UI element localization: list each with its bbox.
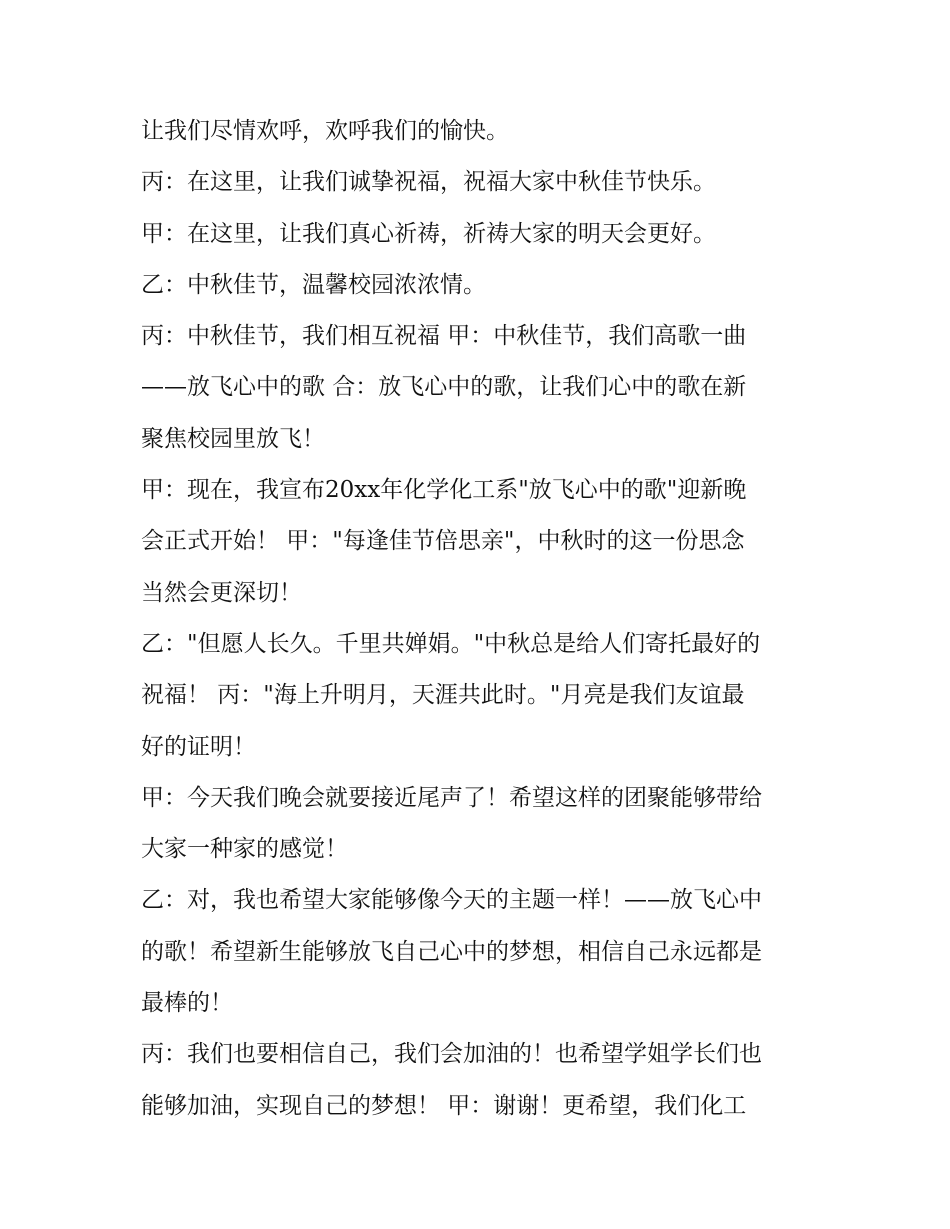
text-line: 乙："但愿人长久。千里共婵娟。"中秋总是给人们寄托最好的 <box>141 630 761 657</box>
text-line: 祝福！ 丙："海上升明月，天涯共此时。"月亮是我们友谊最 <box>141 682 745 709</box>
text-line: 丙：在这里，让我们诚挚祝福，祝福大家中秋佳节快乐。 <box>141 169 716 196</box>
text-line: 当然会更深切！ <box>141 579 302 606</box>
text-line: 会正式开始！ 甲："每逢佳节倍思亲"，中秋时的这一份思念 <box>141 528 745 555</box>
text-line: 的歌！希望新生能够放飞自己心中的梦想，相信自己永远都是 <box>141 938 762 965</box>
text-line: ——放飞心中的歌 合：放飞心中的歌，让我们心中的歌在新 <box>141 374 747 401</box>
text-line: 乙：中秋佳节，温馨校园浓浓情。 <box>141 271 486 298</box>
text-line: 最棒的！ <box>141 990 233 1017</box>
text-line: 聚焦校园里放飞！ <box>141 425 325 452</box>
text-line: 甲：现在，我宣布20xx年化学化工系"放飞心中的歌"迎新晚 <box>141 477 747 504</box>
text-line: 丙：中秋佳节，我们相互祝福 甲：中秋佳节，我们高歌一曲 <box>141 323 747 350</box>
text-line: 甲：今天我们晚会就要接近尾声了！希望这样的团聚能够带给 <box>141 784 762 811</box>
text-line: 好的证明！ <box>141 733 256 760</box>
text-line: 乙：对，我也希望大家能够像今天的主题一样！——放飞心中 <box>141 887 762 914</box>
text-line: 大家一种家的感觉！ <box>141 836 348 863</box>
text-line: 能够加油，实现自己的梦想！ 甲：谢谢！更希望，我们化工 <box>141 1092 747 1119</box>
document-body <box>141 106 821 1132</box>
text-line: 甲：在这里，让我们真心祈祷，祈祷大家的明天会更好。 <box>141 220 716 247</box>
text-line: 让我们尽情欢呼，欢呼我们的愉快。 <box>141 118 509 144</box>
text-line: 丙：我们也要相信自己，我们会加油的！也希望学姐学长们也 <box>141 1041 762 1068</box>
